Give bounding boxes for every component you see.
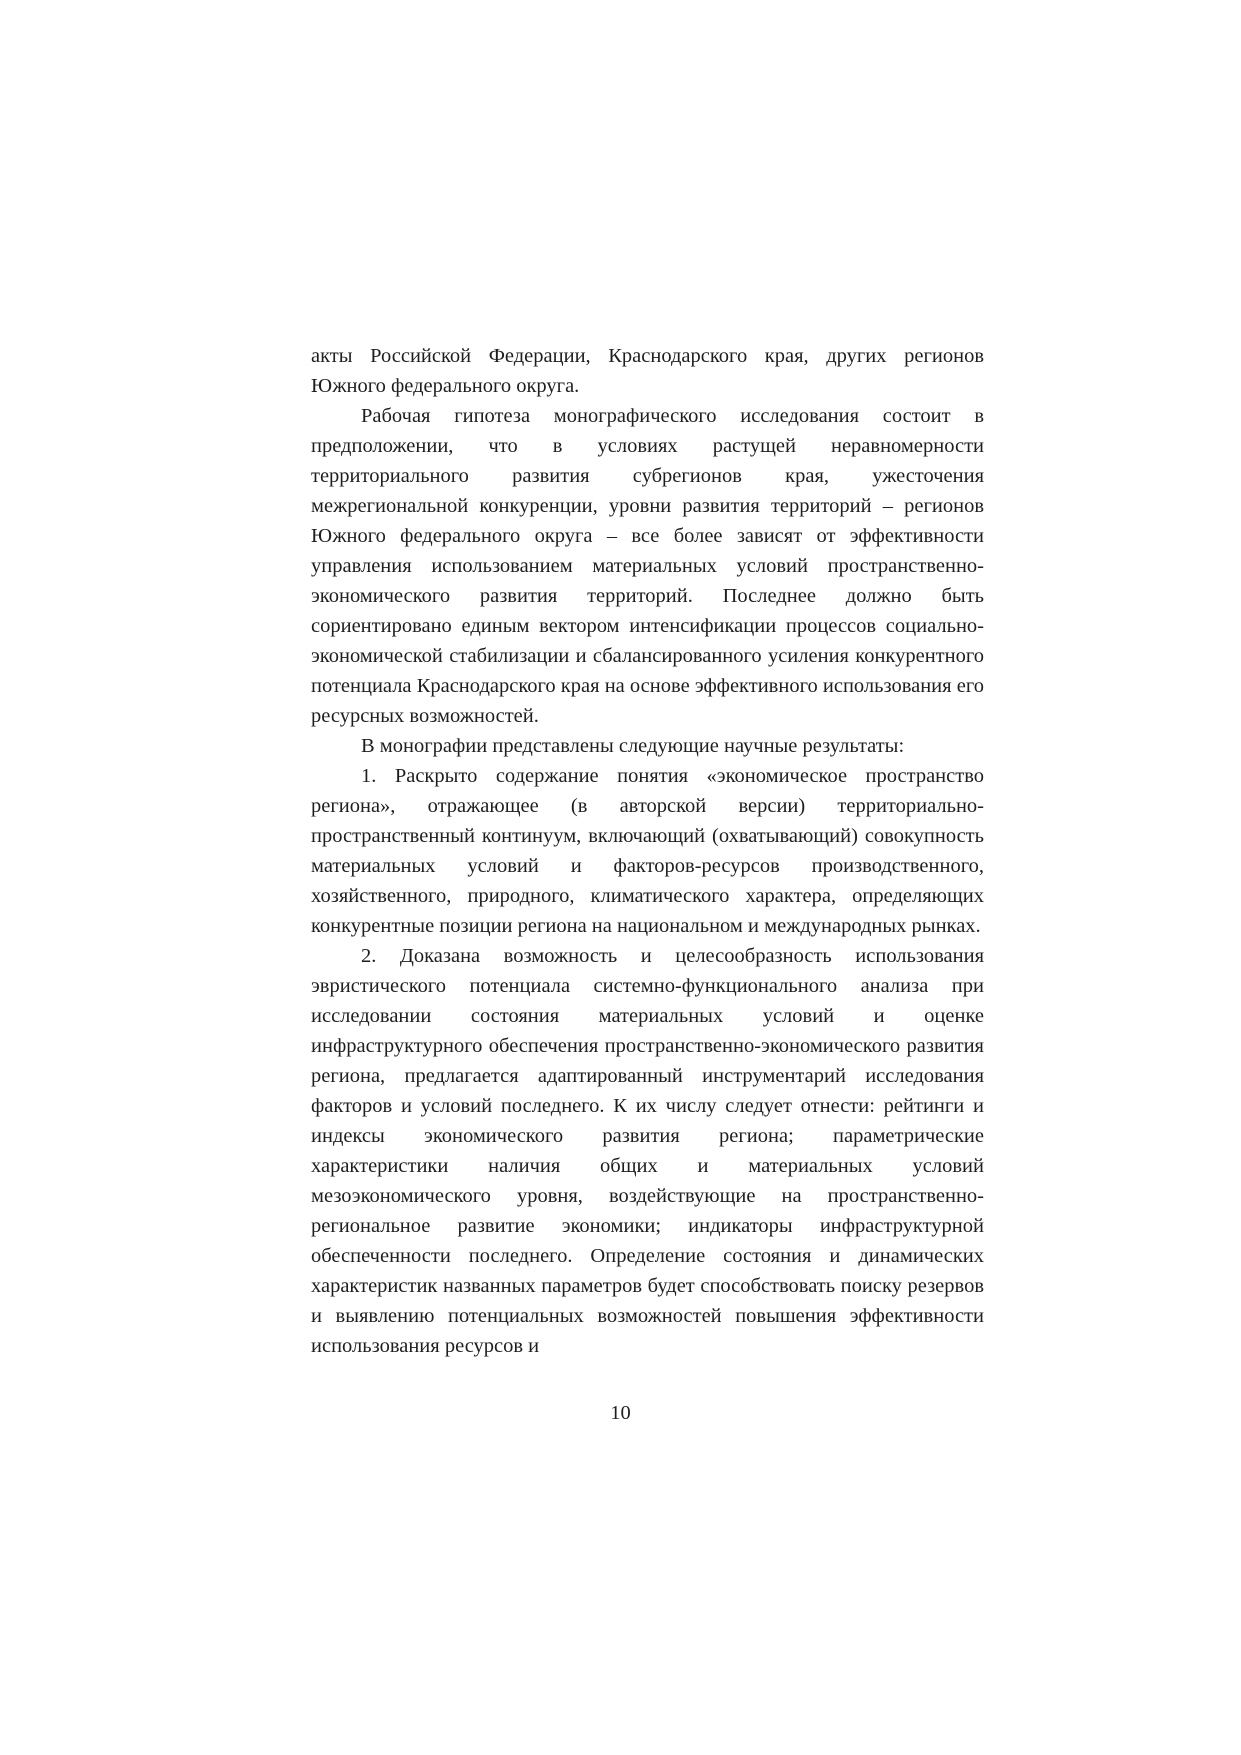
paragraph-result-1: 1. Раскрыто содержание понятия «экономическое пространство региона», отражающее (в авторской версии) территориально-пространственный континуум, включающий (охватывающий) совокупность материальных условий и факторов-ресурсов производственного, хозяйственного, природного, климатического характера, определяющих конкурентные позиции региона на национальном и международных рынках. <box>311 765 984 937</box>
paragraph-hypothesis: Рабочая гипотеза монографического исследования состоит в предположении, что в условиях растущей неравномерности территориального развития субрегионов края, ужесточения межрегиональной конкуренции, уровни развития территорий – регионов Южного федерального округа – все более зависят от эффективности управления использованием материальных условий пространственно-экономического развития территорий. Последнее должно быть сориентировано единым вектором интенсификации процессов социально-экономической стабилизации и сбалансированного усиления конкурентного потенциала Краснодарского края на основе эффективного использования его ресурсных возможностей. <box>311 405 984 727</box>
page-number: 10 <box>610 1402 631 1424</box>
body-text <box>311 341 984 1361</box>
paragraph-result-2: 2. Доказана возможность и целесообразность использования эвристического потенциала системно-функционального анализа при исследовании состояния материальных условий и оценке инфраструктурного обеспечения пространственно-экономического развития региона, предлагается адаптированный инструментарий исследования факторов и условий последнего. К их числу следует отнести: рейтинги и индексы экономического развития региона; параметрические характеристики наличия общих и материальных условий мезоэкономического уровня, воздействующие на пространственно-региональное развитие экономики; индикаторы инфраструктурной обеспеченности последнего. Определение состояния и динамических характеристик названных параметров будет способствовать поиску резервов и выявлению потенциальных возможностей повышения эффективности использования ресурсов и <box>311 945 984 1357</box>
paragraph-results-intro: В монографии представлены следующие научные результаты: <box>361 735 905 757</box>
paragraph-continuation: акты Российской Федерации, Краснодарского края, других регионов Южного федерального округа. <box>311 345 984 397</box>
